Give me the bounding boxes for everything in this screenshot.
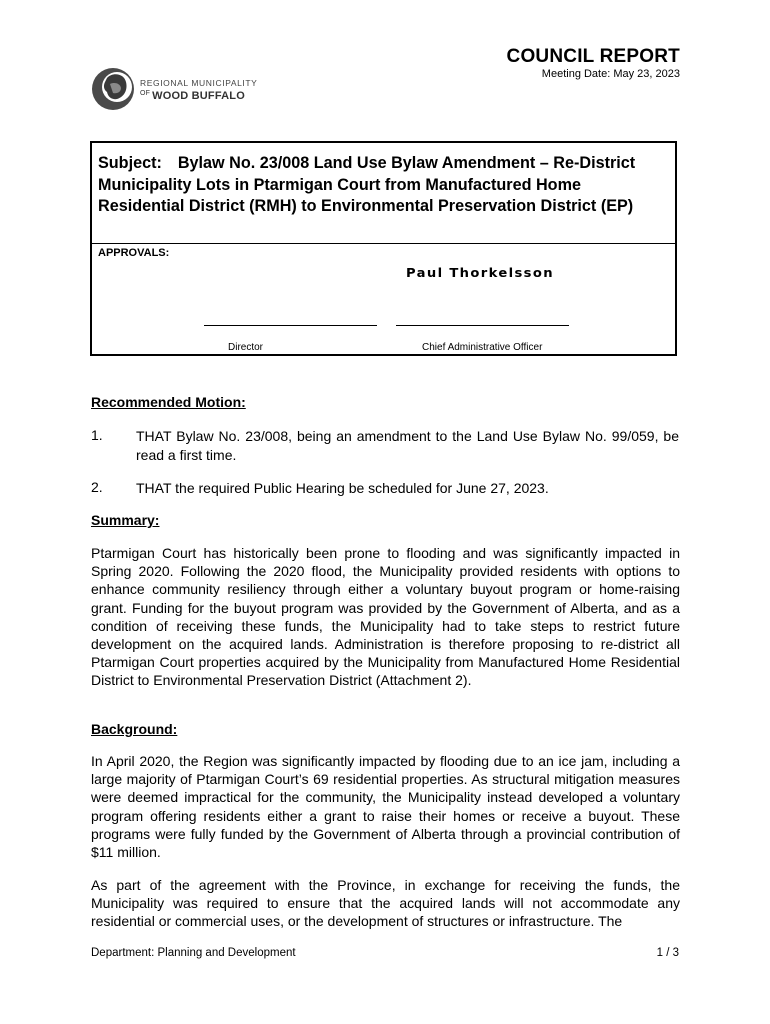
motion-number: 2. bbox=[91, 479, 103, 495]
buffalo-logo-icon bbox=[90, 64, 136, 114]
cao-signature: Paul Thorkelsson bbox=[406, 265, 554, 280]
director-label: Director bbox=[228, 342, 264, 353]
logo-text-of: OF bbox=[140, 90, 151, 97]
subject-text: Bylaw No. 23/008 Land Use Bylaw Amendment – Re-District Municipality Lots in Ptarmigan Court from Manufactured Home Residential District (RMH) to Environmental Preservation District (EP) bbox=[98, 154, 636, 215]
subject-box bbox=[90, 141, 677, 356]
municipality-logo bbox=[90, 64, 260, 116]
logo-text-regional: REGIONAL MUNICIPALITY bbox=[140, 78, 258, 88]
summary-heading: Summary: bbox=[91, 512, 160, 528]
subject bbox=[98, 153, 668, 218]
motion-number: 1. bbox=[91, 427, 103, 443]
background-paragraph: As part of the agreement with the Province, in exchange for receiving the funds, the Municipality was required to ensure that the acquired lands will not accommodate any residential or commercial uses, or the development of structures or infrastructure. The bbox=[91, 877, 680, 930]
summary-paragraph: Ptarmigan Court has historically been prone to flooding and was significantly impacted in Spring 2020. Following the 2020 flood, the Municipality provided residents with options to enhance community resiliency through either a voluntary buyout program or home-raising grant. Funding for the buyout program was provided by the Government of Alberta, and as a condition of receiving these funds, the Municipality had to take steps to restrict future development on the acquired lands. Administration is therefore proposing to re-district all Ptarmigan Court properties acquired by the Municipality from Manufactured Home Residential District to Environmental Preservation District (Attachment 2). bbox=[91, 545, 680, 689]
logo-text-name: WOOD BUFFALO bbox=[152, 90, 245, 102]
director-signature-line bbox=[204, 325, 377, 326]
footer-page-number: 1 / 3 bbox=[656, 947, 679, 959]
footer-department: Department: Planning and Development bbox=[91, 947, 296, 959]
motion-text: THAT Bylaw No. 23/008, being an amendment to the Land Use Bylaw No. 99/059, be read a first time. bbox=[136, 428, 679, 463]
cao-signature-line bbox=[396, 325, 569, 326]
subject-label: Subject: bbox=[98, 154, 162, 172]
report-title: COUNCIL REPORT bbox=[506, 46, 680, 67]
logo-text-wood-buffalo bbox=[140, 90, 245, 102]
background-heading: Background: bbox=[91, 721, 178, 737]
meeting-date: Meeting Date: May 23, 2023 bbox=[541, 68, 680, 80]
motion-text: THAT the required Public Hearing be scheduled for June 27, 2023. bbox=[136, 480, 549, 496]
recommended-motion-heading: Recommended Motion: bbox=[91, 394, 246, 410]
cao-label: Chief Administrative Officer bbox=[422, 342, 543, 353]
approvals-divider bbox=[92, 243, 675, 244]
approvals-label: APPROVALS: bbox=[98, 247, 170, 259]
background-paragraph: In April 2020, the Region was significantly impacted by flooding due to an ice jam, including a large majority of Ptarmigan Court’s 69 residential properties. As structural mitigation measures were deemed impractical for the community, the Municipality instead developed a voluntary program offering residents either a grant to raise their homes or receive a buyout. These programs were fully funded by the Government of Alberta through a provincial contribution of $11 million. bbox=[91, 753, 680, 861]
